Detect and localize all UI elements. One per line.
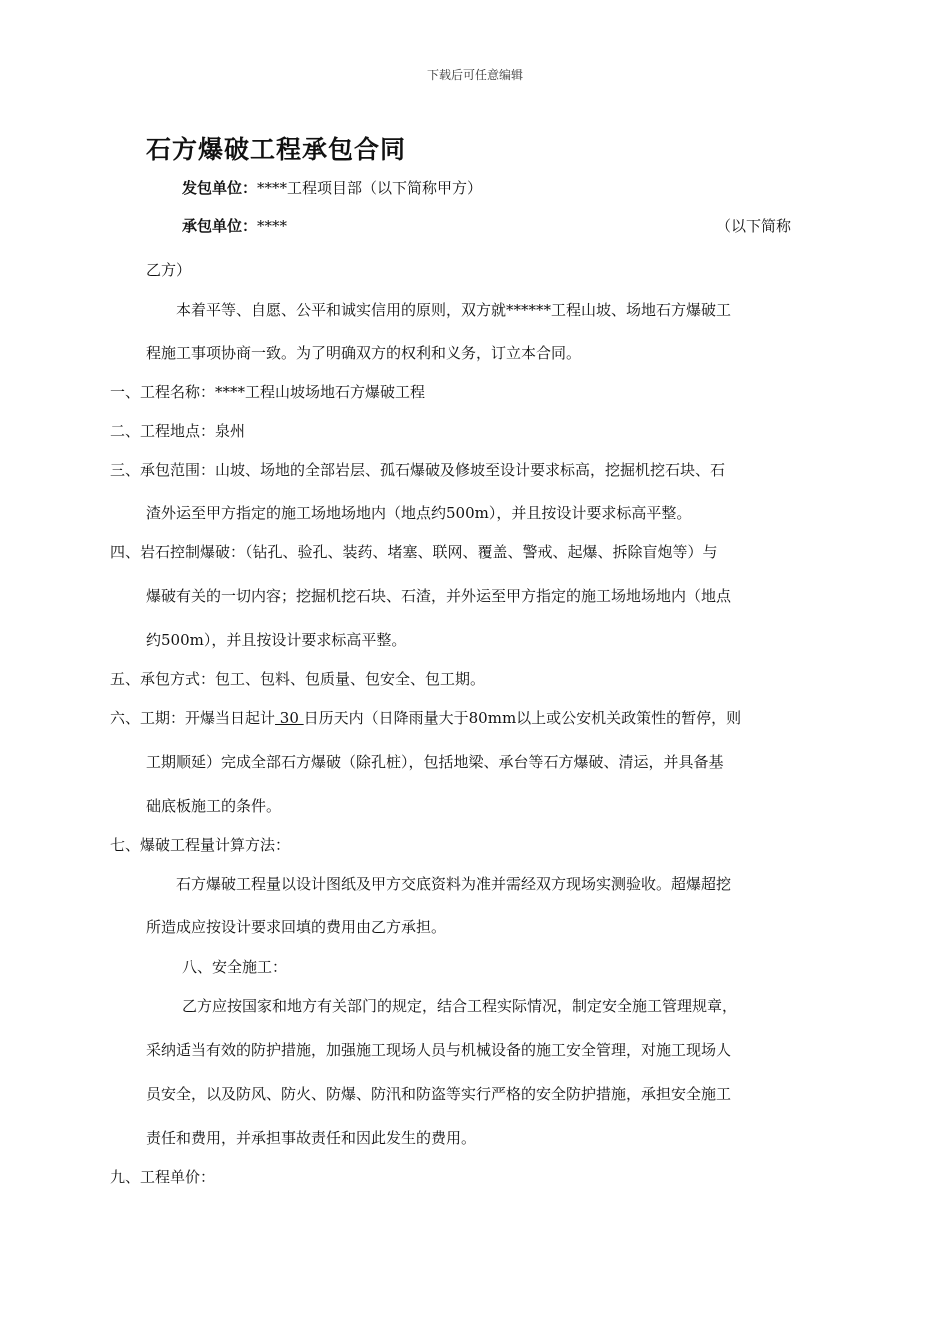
section-8-heading: 八、安全施工： [182, 958, 288, 976]
section-6-line-2: 工期顺延）完成全部石方爆破（除孔桩），包括地梁、承台等石方爆破、清运，并具备基 [146, 753, 724, 771]
party-a-line [182, 178, 482, 198]
section-8-line-3: 员安全，以及防风、防火、防爆、防汛和防盗等实行严格的安全防护措施，承担安全施工 [146, 1085, 732, 1103]
section-6-rest: 日历天内（日降雨量大于80mm以上或公安机关政策性的暂停，则 [303, 709, 742, 727]
party-a-label: 发包单位： [182, 179, 258, 197]
section-3-line-2: 渣外运至甲方指定的施工场地场地内（地点约500m），并且按设计要求标高平整。 [146, 504, 692, 522]
party-a-value: ****工程项目部（以下简称甲方） [257, 179, 483, 197]
section-7-line-2: 所造成应按设计要求回填的费用由乙方承担。 [146, 918, 447, 936]
page-header: 下载后可任意编辑 [426, 68, 523, 82]
party-b-cont: 乙方） [146, 261, 192, 279]
section-3-line-1: 三、承包范围：山坡、场地的全部岩层、孤石爆破及修坡至设计要求标高，挖掘机挖石块、石 [110, 461, 726, 479]
section-6-prefix: 六、工期：开爆当日起计 [110, 709, 276, 727]
intro-line-1: 本着平等、自愿、公平和诚实信用的原则，双方就******工程山坡、场地石方爆破工 [176, 301, 732, 319]
contract-title: 石方爆破工程承包合同 [146, 135, 407, 164]
section-4-line-2: 爆破有关的一切内容；挖掘机挖石块、石渣，并外运至甲方指定的施工场地场地内（地点 [146, 587, 732, 605]
section-4-line-3: 约500m），并且按设计要求标高平整。 [146, 631, 407, 649]
section-6-line-1 [110, 708, 741, 728]
section-7-heading: 七、爆破工程量计算方法： [110, 836, 291, 854]
section-2: 二、工程地点：泉州 [110, 422, 246, 440]
section-5: 五、承包方式：包工、包料、包质量、包安全、包工期。 [110, 670, 486, 688]
section-1: 一、工程名称：****工程山坡场地石方爆破工程 [110, 383, 426, 401]
party-b-value: **** [257, 217, 288, 235]
section-9: 九、工程单价： [110, 1168, 216, 1186]
party-b-label: 承包单位： [182, 217, 258, 235]
section-8-line-2: 采纳适当有效的防护措施，加强施工现场人员与机械设备的施工安全管理，对施工现场人 [146, 1041, 732, 1059]
intro-line-2: 程施工事项协商一致。为了明确双方的权利和义务，订立本合同。 [146, 344, 582, 362]
party-b-line [182, 216, 287, 236]
section-4-line-1: 四、岩石控制爆破：（钻孔、验孔、装药、堵塞、联网、覆盖、警戒、起爆、拆除盲炮等）与 [110, 543, 718, 561]
section-8-line-4: 责任和费用，并承担事故责任和因此发生的费用。 [146, 1129, 477, 1147]
section-7-line-1: 石方爆破工程量以设计图纸及甲方交底资料为准并需经双方现场实测验收。超爆超挖 [176, 875, 732, 893]
construction-days: 30 [275, 709, 304, 727]
section-6-line-3: 础底板施工的条件。 [146, 797, 282, 815]
section-8-line-1: 乙方应按国家和地方有关部门的规定，结合工程实际情况，制定安全施工管理规章， [182, 997, 738, 1015]
party-b-suffix: （以下简称 [716, 217, 792, 235]
